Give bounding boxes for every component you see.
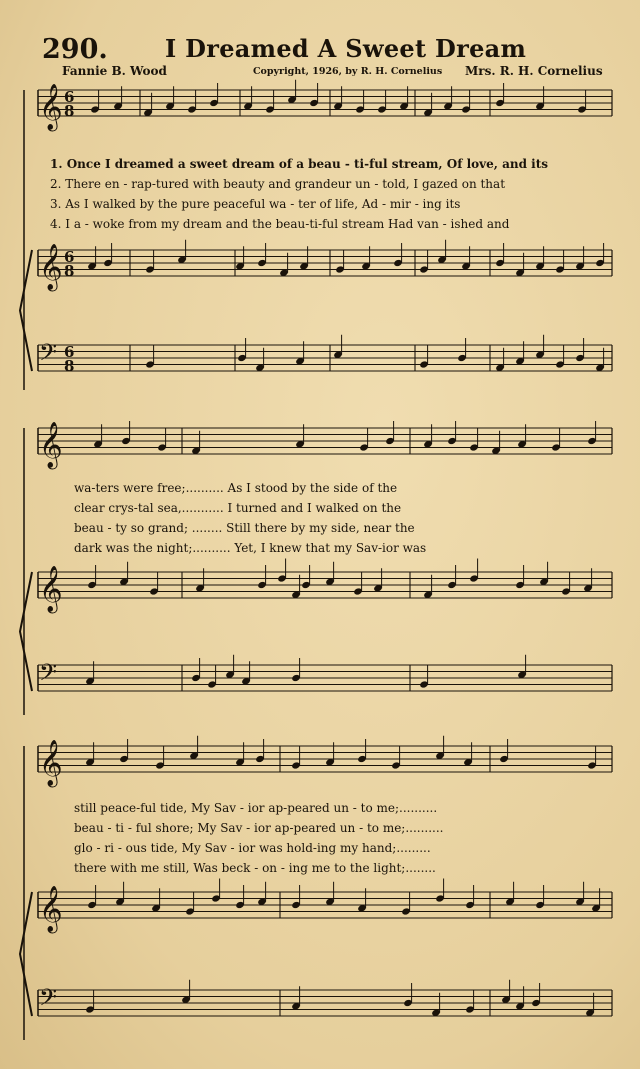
lyric-line-verse-3: 3. As I walked by the pure peaceful wa - ter of life, Ad - mir - ing its: [50, 197, 461, 211]
piano-brace: [20, 892, 32, 1016]
piano-brace: [20, 572, 32, 691]
composer-credit: Mrs. R. H. Cornelius: [465, 64, 603, 78]
lyric-line-verse-3: glo - ri - ous tide, My Sav - ior was hold-ing my hand;.........: [74, 841, 431, 855]
bass-clef-icon: 𝄢: [39, 983, 58, 1017]
time-signature: 8: [64, 357, 75, 375]
time-signature: 8: [64, 262, 75, 280]
lyric-line-verse-4: there with me still, Was beck - on - ing me to the light;........: [74, 861, 436, 875]
treble-clef-icon: 𝄞: [39, 566, 63, 612]
time-signature: 8: [64, 102, 75, 120]
time-signature: 6: [64, 88, 75, 106]
hymn-number: 290.: [42, 34, 108, 65]
treble-clef-icon: 𝄞: [39, 740, 63, 786]
copyright-notice: Copyright, 1926, by R. H. Cornelius: [253, 66, 443, 77]
treble-clef-icon: 𝄞: [39, 84, 63, 130]
treble-clef-icon: 𝄞: [39, 422, 63, 468]
time-signature: 6: [64, 343, 75, 361]
lyric-line-verse-1: still peace-ful tide, My Sav - ior ap-peared un - to me;..........: [74, 801, 438, 815]
lyric-line-verse-1: wa-ters were free;.......... As I stood by the side of the: [74, 481, 398, 495]
lyric-line-verse-3: beau - ty so grand; ........ Still there by my side, near the: [74, 521, 415, 535]
hymn-title: I Dreamed A Sweet Dream: [165, 34, 527, 63]
lyric-line-verse-4: dark was the night;.......... Yet, I knew that my Sav-ior was: [74, 541, 427, 555]
bass-clef-icon: 𝄢: [39, 658, 58, 692]
lyric-line-verse-4: 4. I a - woke from my dream and the beau-ti-ful stream Had van - ished and: [50, 217, 510, 231]
treble-clef-icon: 𝄞: [39, 244, 63, 290]
lyric-line-verse-2: 2. There en - rap-tured with beauty and grandeur un - told, I gazed on that: [50, 177, 506, 191]
lyricist-credit: Fannie B. Wood: [62, 64, 167, 78]
lyric-line-verse-2: beau - ti - ful shore; My Sav - ior ap-peared un - to me;..........: [74, 821, 444, 835]
lyric-line-verse-1: 1. Once I dreamed a sweet dream of a beau - ti-ful stream, Of love, and its: [50, 157, 549, 171]
piano-brace: [20, 250, 32, 371]
bass-clef-icon: 𝄢: [39, 338, 58, 372]
treble-clef-icon: 𝄞: [39, 886, 63, 932]
time-signature: 6: [64, 248, 75, 266]
lyric-line-verse-2: clear crys-tal sea,........... I turned and I walked on the: [74, 501, 402, 515]
